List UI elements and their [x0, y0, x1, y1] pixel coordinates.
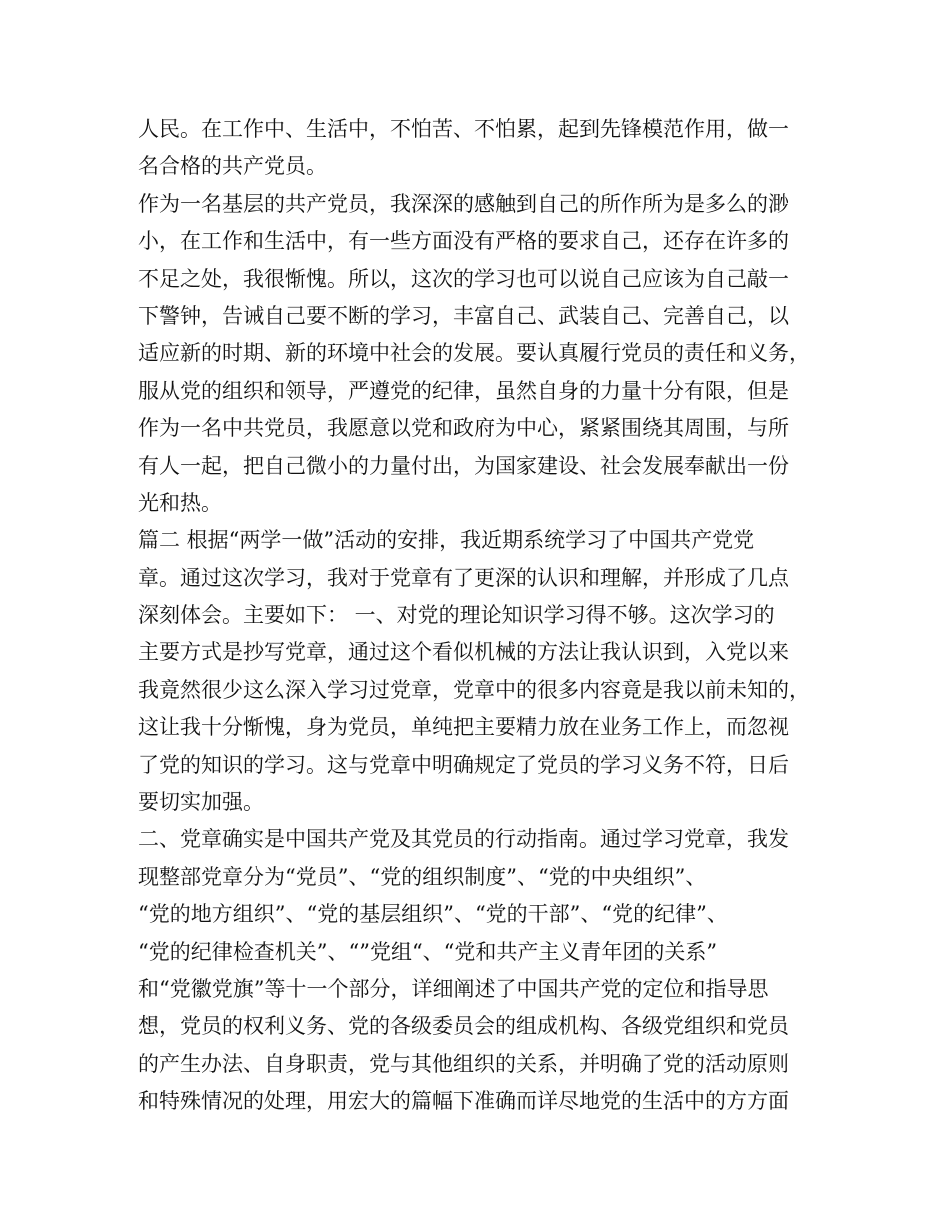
text-line: 要切实加强。 — [138, 790, 264, 815]
text-line: 小，在工作和生活中，有一些方面没有严格的要求自己，还存在许多的 — [138, 229, 789, 254]
text-line: 作为一名基层的共产党员，我深深的感触到自己的所作所为是多么的渺 — [138, 191, 789, 216]
text-line: “党的地方组织”、“党的基层组织”、“党的干部”、“党的纪律”、 — [138, 902, 728, 927]
text-line: 人民。在工作中、生活中，不怕苦、不怕累，起到先锋模范作用，做一 — [138, 117, 789, 141]
text-line: 光和热。 — [138, 490, 222, 515]
text-line: 不足之处，我很惭愧。所以，这次的学习也可以说自己应该为自己敲一 — [138, 266, 789, 291]
text-line: 了党的知识的学习。这与党章中明确规定了党员的学习义务不符，日后 — [138, 752, 789, 777]
text-line: 现整部党章分为“党员”、“党的组织制度”、“党的中央组织”、 — [138, 864, 707, 889]
text-line: 主要方式是抄写党章，通过这个看似机械的方法让我认识到，入党以来 — [138, 640, 789, 665]
text-line: 服从党的组织和领导，严遵党的纪律，虽然自身的力量十分有限，但是 — [138, 378, 789, 403]
text-line: 作为一名中共党员，我愿意以党和政府为中心，紧紧围绕其周围，与所 — [138, 416, 789, 441]
text-line: 和“党徽党旗”等十一个部分，详细阐述了中国共产党的定位和指导思 — [138, 976, 769, 1001]
text-line: 篇二 根据“两学一做”活动的安排，我近期系统学习了中国共产党党 — [138, 528, 755, 553]
text-line: 这让我十分惭愧，身为党员，单纯把主要精力放在业务工作上，而忽视 — [138, 715, 789, 740]
text-line: 深刻体会。主要如下： 一、对党的理论知识学习得不够。这次学习的 — [138, 603, 775, 628]
text-line: 章。通过这次学习，我对于党章有了更深的认识和理解，并形成了几点 — [138, 565, 789, 590]
text-line: 想，党员的权利义务、党的各级委员会的组成机构、各级党组织和党员 — [138, 1014, 789, 1039]
text-line: 二、党章确实是中国共产党及其党员的行动指南。通过学习党章，我发 — [138, 827, 789, 852]
document-body — [138, 111, 828, 1121]
text-line: 适应新的时期、新的环境中社会的发展。要认真履行党员的责任和义务， — [138, 341, 810, 366]
text-line: 有人一起，把自己微小的力量付出，为国家建设、社会发展奉献出一份 — [138, 453, 789, 478]
text-line: 的产生办法、自身职责，党与其他组织的关系，并明确了党的活动原则 — [138, 1051, 789, 1076]
text-line: “党的纪律检查机关”、“”党组“、“党和共产主义青年团的关系” — [138, 939, 718, 964]
text-line: 下警钟，告诫自己要不断的学习，丰富自己、武装自己、完善自己，以 — [138, 303, 789, 328]
text-line: 我竟然很少这么深入学习过党章，党章中的很多内容竟是我以前未知的， — [138, 677, 810, 702]
text-line: 名合格的共产党员。 — [138, 154, 327, 179]
text-line: 和特殊情况的处理，用宏大的篇幅下准确而详尽地党的生活中的方方面 — [138, 1089, 789, 1114]
